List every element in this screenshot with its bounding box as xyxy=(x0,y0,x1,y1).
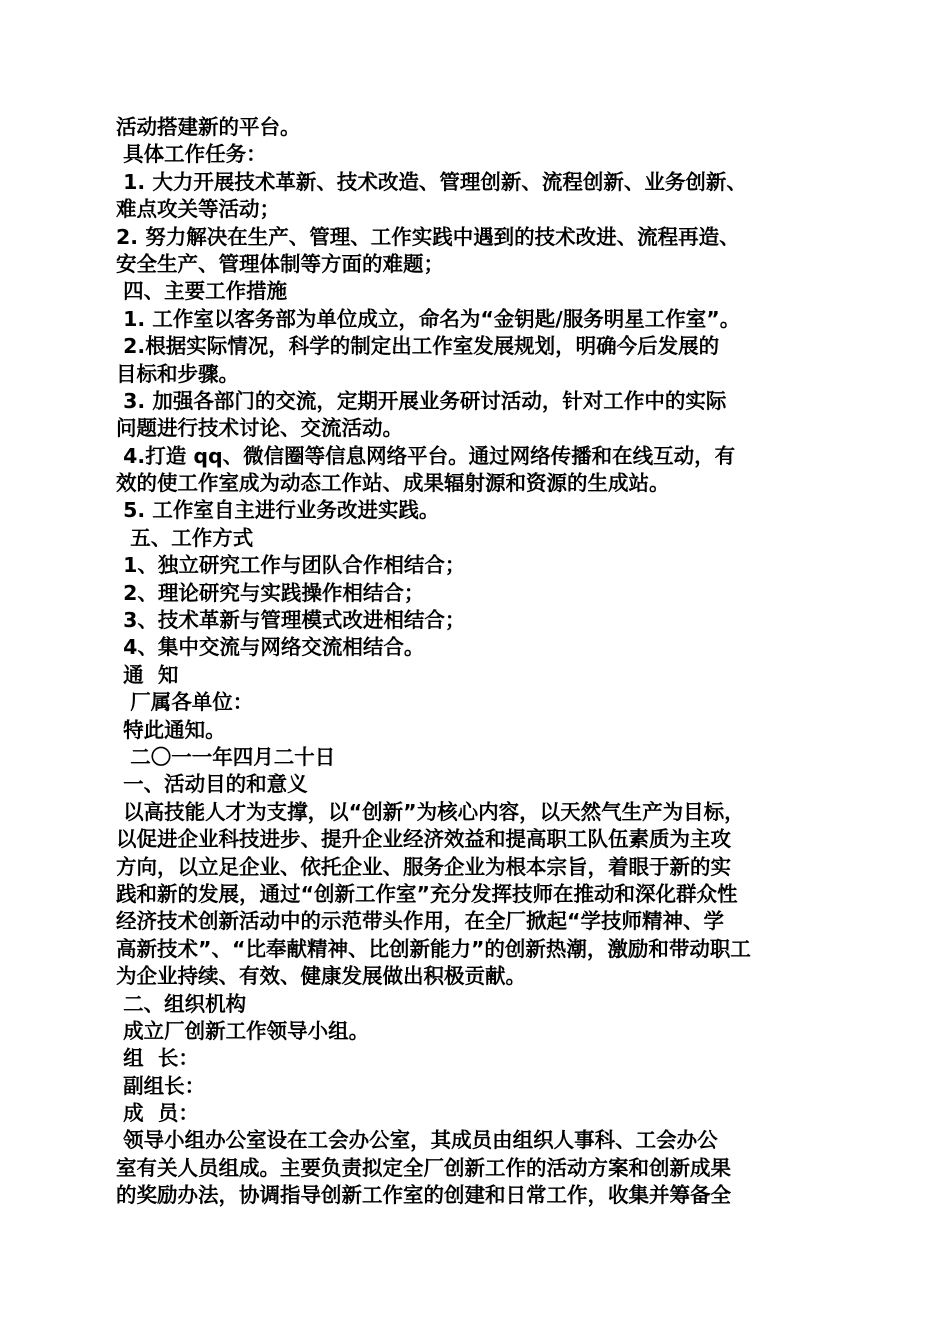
text-line: 厂属各单位： xyxy=(116,690,254,715)
text-line: 为企业持续、有效、健康发展做出积极贡献。 xyxy=(116,964,526,989)
text-line: 5. 工作室自主进行业务改进实践。 xyxy=(116,498,440,523)
text-line: 1、独立研究工作与团队合作相结合； xyxy=(116,553,466,578)
text-line: 具体工作任务： xyxy=(116,142,267,167)
document-body xyxy=(116,114,836,1210)
text-line: 活动搭建新的平台。 xyxy=(116,115,301,139)
text-line: 副组长： xyxy=(116,1073,206,1098)
text-line: 以促进企业科技进步、提升企业经济效益和提高职工队伍素质为主攻 xyxy=(116,827,731,852)
text-line: 的奖励办法，协调指导创新工作室的创建和日常工作，收集并筹备全 xyxy=(116,1183,731,1208)
text-line: 一、活动目的和意义 xyxy=(116,772,308,797)
text-line: 效的使工作室成为动态工作站、成果辐射源和资源的生成站。 xyxy=(116,471,670,496)
text-line: 特此通知。 xyxy=(116,717,226,742)
text-line: 2、理论研究与实践操作相结合； xyxy=(116,580,425,605)
text-line: 室有关人员组成。主要负责拟定全厂创新工作的活动方案和创新成果 xyxy=(116,1155,731,1180)
text-line: 安全生产、管理体制等方面的难题； xyxy=(116,251,444,276)
text-line: 2.根据实际情况，科学的制定出工作室发展规划，明确今后发展的 xyxy=(116,334,720,359)
text-line: 四、主要工作措施 xyxy=(116,279,288,304)
text-line: 二〇一一年四月二十日 xyxy=(116,744,336,769)
text-line: 经济技术创新活动中的示范带头作用，在全厂掀起“学技师精神、学 xyxy=(116,909,724,934)
text-line: 1. 工作室以客务部为单位成立，命名为“金钥匙/服务明星工作室”。 xyxy=(116,306,741,331)
text-line: 3、技术革新与管理模式改进相结合； xyxy=(116,608,466,633)
text-line: 通 知 xyxy=(116,662,179,687)
text-line: 高新技术”、“比奉献精神、比创新能力”的创新热潮，激励和带动职工 xyxy=(116,936,751,961)
text-line: 目标和步骤。 xyxy=(116,361,239,386)
text-line: 成立厂创新工作领导小组。 xyxy=(116,1018,370,1043)
text-line: 领导小组办公室设在工会办公室，其成员由组织人事科、工会办公 xyxy=(116,1128,718,1153)
text-line: 4.打造 qq、微信圈等信息网络平台。通过网络传播和在线互动，有 xyxy=(116,443,736,468)
text-line: 践和新的发展，通过“创新工作室”充分发挥技师在推动和深化群众性 xyxy=(116,881,738,906)
text-line: 成 员： xyxy=(116,1101,199,1126)
text-line: 以高技能人才为支撑，以“创新”为核心内容，以天然气生产为目标， xyxy=(116,799,745,824)
text-line: 方向，以立足企业、依托企业、服务企业为根本宗旨，着眼于新的实 xyxy=(116,854,731,879)
text-line: 4、集中交流与网络交流相结合。 xyxy=(116,635,425,660)
text-line: 组 长： xyxy=(116,1046,199,1071)
text-line: 3. 加强各部门的交流，定期开展业务研讨活动，针对工作中的实际 xyxy=(116,388,727,413)
text-line: 2. 努力解决在生产、管理、工作实践中遇到的技术改进、流程再造、 xyxy=(116,224,740,249)
text-line: 问题进行技术讨论、交流活动。 xyxy=(116,416,403,441)
text-line: 难点攻关等活动； xyxy=(116,197,280,222)
text-line: 五、工作方式 xyxy=(116,525,254,550)
text-line: 二、组织机构 xyxy=(116,991,247,1016)
text-line: 1. 大力开展技术革新、技术改造、管理创新、流程创新、业务创新、 xyxy=(116,169,747,194)
